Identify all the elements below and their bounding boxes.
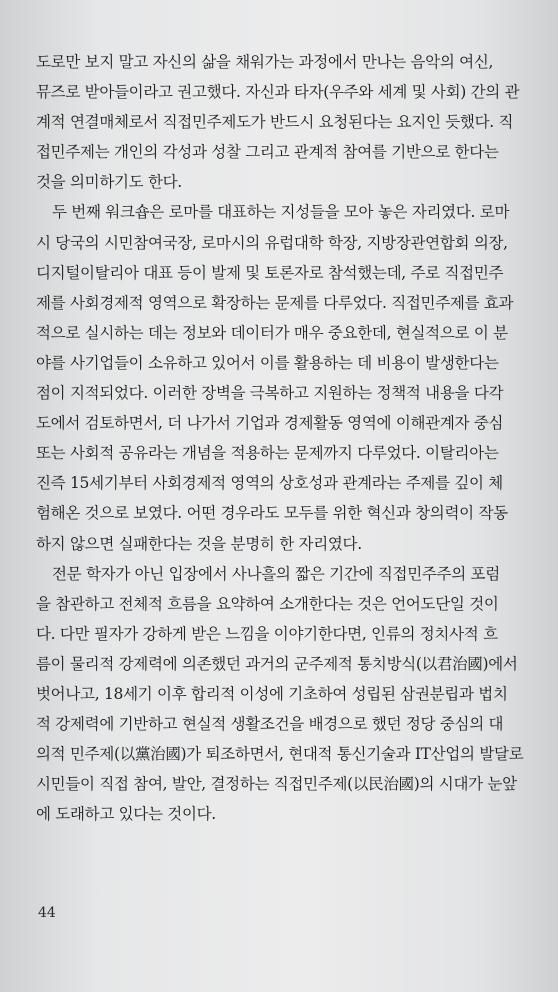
- text-line: 제를 사회경제적 영역으로 확장하는 문제를 다루었다. 직접민주제를 효과: [36, 293, 514, 312]
- text-line: 을 참관하고 전체적 흐름을 요약하여 소개한다는 것은 언어도단일 것이: [36, 594, 499, 613]
- text-line: 도에서 검토하면서, 더 나가서 기업과 경제활동 영역에 이해관계자 중심: [36, 414, 504, 433]
- paragraph-first-line: 두 번째 워크숍은 로마를 대표하는 지성들을 모아 놓은 자리였다. 로마: [52, 203, 510, 222]
- text-line: 야를 사기업들이 소유하고 있어서 이를 활용하는 데 비용이 발생한다는: [36, 353, 499, 372]
- text-line: 하지 않으면 실패한다는 것을 분명히 한 자리였다.: [36, 534, 362, 553]
- text-line: 름이 물리적 강제력에 의존했던 과거의 군주제적 통치방식(以君治國)에서: [36, 654, 518, 673]
- text-line: 의적 민주제(以黨治國)가 퇴조하면서, 현대적 통신기술과 IT산업의 발달로: [36, 745, 524, 764]
- text-line: 적 강제력에 기반하고 현실적 생활조건을 배경으로 했던 정당 중심의 대: [36, 715, 504, 734]
- text-line: 뮤즈로 받아들이라고 권고했다. 자신과 타자(우주와 세계 및 사회) 간의 관: [36, 83, 520, 102]
- body-text: [36, 47, 536, 829]
- text-line: 다. 다만 필자가 강하게 받은 느낌을 이야기한다면, 인류의 정치사적 흐: [36, 624, 498, 643]
- text-line: 디지털이탈리아 대표 등이 발제 및 토론자로 참석했는데, 주로 직접민주: [36, 263, 504, 282]
- text-line: 에 도래하고 있다는 것이다.: [36, 805, 216, 824]
- text-line: 험해온 것으로 보였다. 어떤 경우라도 모두를 위한 혁신과 창의력이 작동: [36, 504, 508, 523]
- page-number: 44: [38, 905, 56, 921]
- text-line: 접민주제는 개인의 각성과 성찰 그리고 관계적 참여를 기반으로 한다는: [36, 143, 499, 162]
- text-line: 적으로 실시하는 데는 정보와 데이터가 매우 중요한데, 현실적으로 이 분: [36, 323, 508, 342]
- text-line: 계적 연결매체로서 직접민주제도가 반드시 요청된다는 요지인 듯했다. 직: [36, 113, 514, 132]
- text-line: 도로만 보지 말고 자신의 삶을 채워가는 과정에서 만나는 음악의 여신,: [36, 53, 494, 71]
- paragraph-first-line: 전문 학자가 아닌 입장에서 사나흘의 짧은 기간에 직접민주주의 포럼: [52, 564, 500, 583]
- text-line: 점이 지적되었다. 이러한 장벽을 극복하고 지원하는 정책적 내용을 다각: [36, 384, 504, 403]
- text-line: 진즉 15세기부터 사회경제적 영역의 상호성과 관계라는 주제를 깊이 체: [36, 474, 503, 493]
- text-line: 것을 의미하기도 한다.: [36, 173, 182, 192]
- text-line: 시민들이 직접 참여, 발안, 결정하는 직접민주제(以民治國)의 시대가 눈앞: [36, 775, 517, 794]
- text-line: 또는 사회적 공유라는 개념을 적용하는 문제까지 다루었다. 이탈리아는: [36, 444, 499, 463]
- text-line: 벗어나고, 18세기 이후 합리적 이성에 기초하여 성립된 삼권분립과 법치: [36, 684, 508, 703]
- text-line: 시 당국의 시민참여국장, 로마시의 유럽대학 학장, 지방장관연합회 의장,: [36, 233, 508, 252]
